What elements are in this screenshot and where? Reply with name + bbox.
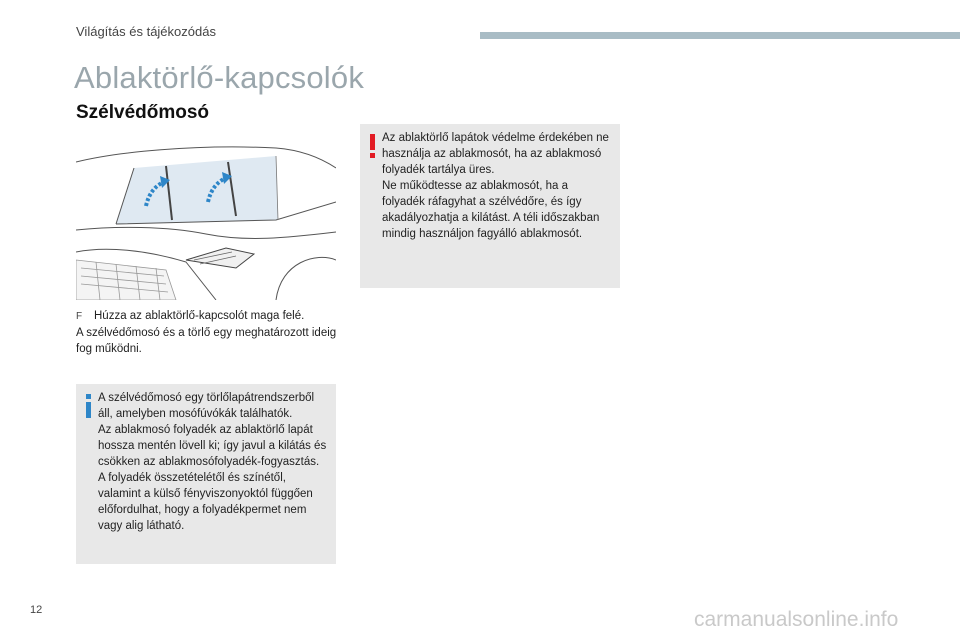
exclamation-icon [369,134,377,162]
step-bullet: F [76,311,83,322]
page-title: Ablaktörlő-kapcsolók [74,60,365,95]
car-front-drawing [76,142,336,300]
warning-text: Az ablaktörlő lapátok védelme érdekében ne használja az ablakmosót, ha az ablakmosó folyadék tartálya üres. Ne működtesse az ablakmosót, ha a folyadék ráfagyhat a szélvédőre, és így akadályozhatja a kilátást. A téli időszakban mindig használjon fagyálló ablakmosót. [382,132,609,240]
running-header: Világítás és tájékozódás [76,24,216,39]
page-number: 12 [30,604,43,616]
step-text: Húzza az ablaktörlő-kapcsolót maga felé. A szélvédőmosó és a törlő egy meghatározott ideig fog működni. [76,310,337,355]
header-bar [480,32,960,39]
info-icon [84,394,93,424]
warning-box [360,124,620,288]
section-title: Szélvédőmosó [76,102,210,123]
watermark: carmanualsonline.info [694,608,899,631]
instruction-step [76,308,338,357]
windscreen-washer-illustration [76,142,336,300]
info-text: A szélvédőmosó egy törlőlapátrendszerből áll, amelyben mosófúvókák találhatók. Az ablakmosó folyadék az ablaktörlő lapát hossza mentén lövell ki; így javul a kilátás és csökken az ablakmosófolyadék-fogyasztás. A folyadék összetételétől és színétől, valamint a külső fényviszonyoktól függően előfordulhat, hogy a folyadékpermet nem vagy alig látható. [98,392,327,532]
info-box [76,384,336,564]
